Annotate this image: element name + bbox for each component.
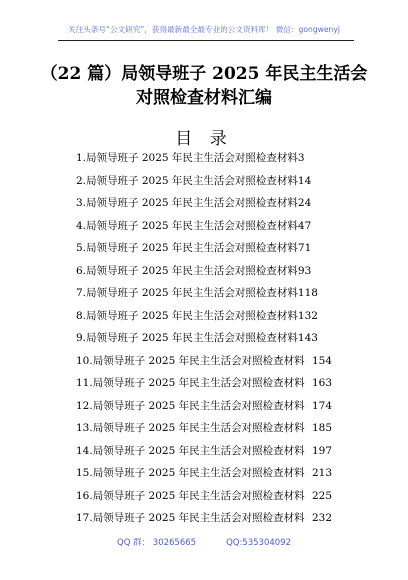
toc-entry-page-number: 154	[312, 354, 333, 367]
toc-entry-label: 12.局领导班子 2025 年民主生活会对照检查材料	[76, 399, 305, 412]
toc-entry-label: 13.局领导班子 2025 年民主生活会对照检查材料	[76, 422, 305, 434]
toc-entry-label: 7.局领导班子 2025 年民主生活会对照检查材料	[76, 287, 298, 299]
toc-entry-label: 4.局领导班子 2025 年民主生活会对照检查材料	[76, 219, 298, 232]
header-promo-note: 关注头条号“公文研究”，获得最新最全最专业的公文资料库！ 微信：gongwenyj	[68, 25, 340, 34]
toc-entry-label: 17.局领导班子 2025 年民主生活会对照检查材料	[76, 512, 305, 524]
toc-entry-page-number: 197	[312, 444, 333, 457]
toc-entry[interactable]	[76, 308, 346, 331]
toc-entry-label: 8.局领导班子 2025 年民主生活会对照检查材料	[76, 309, 298, 322]
toc-entry-page-number: 185	[312, 422, 333, 434]
toc-entry-page-number: 71	[297, 242, 312, 254]
footer-qq-group: QQ 群： 30265665	[117, 538, 197, 548]
toc-entry-page-number: 3	[297, 152, 305, 164]
toc-entry-page-number: 163	[312, 377, 333, 389]
toc-entry-label: 10.局领导班子 2025 年民主生活会对照检查材料	[76, 354, 305, 367]
toc-entry-label: 3.局领导班子 2025 年民主生活会对照检查材料	[76, 197, 298, 209]
toc-entry[interactable]	[76, 330, 346, 353]
document-title-line-1: （22 篇）局领导班子 2025 年民主生活会	[40, 64, 368, 84]
toc-entry[interactable]	[76, 420, 346, 443]
toc-entry[interactable]	[76, 465, 346, 488]
toc-entry-label: 1.局领导班子 2025 年民主生活会对照检查材料	[76, 152, 298, 164]
toc-entry[interactable]	[76, 173, 346, 196]
toc-entry[interactable]	[76, 263, 346, 286]
toc-entry[interactable]	[76, 218, 346, 241]
toc-entry[interactable]	[76, 398, 346, 421]
toc-entry-label: 2.局领导班子 2025 年民主生活会对照检查材料	[76, 174, 298, 187]
toc-entry-page-number: 132	[297, 309, 318, 322]
toc-entry-page-number: 143	[297, 332, 318, 344]
toc-entry[interactable]	[76, 510, 346, 533]
toc-entry-label: 16.局领导班子 2025 年民主生活会对照检查材料	[76, 489, 305, 502]
toc-entry-page-number: 47	[297, 219, 312, 232]
toc-entry[interactable]	[76, 375, 346, 398]
document-title	[0, 62, 408, 110]
toc-entry-page-number: 213	[312, 467, 333, 479]
toc-entry-page-number: 232	[312, 512, 333, 524]
toc-entry-page-number: 24	[297, 197, 312, 209]
header-divider	[58, 40, 354, 41]
toc-entry-page-number: 118	[297, 287, 318, 299]
toc-entry[interactable]	[76, 488, 346, 511]
toc-entry-label: 9.局领导班子 2025 年民主生活会对照检查材料	[76, 332, 298, 344]
footer-contact	[0, 536, 408, 548]
toc-entry-label: 6.局领导班子 2025 年民主生活会对照检查材料	[76, 264, 298, 277]
toc-entry[interactable]	[76, 353, 346, 376]
toc-entry-label: 11.局领导班子 2025 年民主生活会对照检查材料	[76, 377, 305, 389]
toc-heading: 目 录	[175, 129, 233, 149]
toc-entry[interactable]	[76, 150, 346, 173]
document-title-line-2: 对照检查材料汇编	[136, 88, 272, 108]
toc-entry[interactable]	[76, 240, 346, 263]
toc-entry-page-number: 225	[312, 489, 333, 502]
toc-entry[interactable]	[76, 285, 346, 308]
toc-entry-page-number: 14	[297, 174, 312, 187]
toc-entry[interactable]	[76, 195, 346, 218]
toc-entry-page-number: 174	[312, 399, 333, 412]
toc-entry-label: 14.局领导班子 2025 年民主生活会对照检查材料	[76, 444, 305, 457]
toc-entry[interactable]	[76, 443, 346, 466]
toc-entry-label: 5.局领导班子 2025 年民主生活会对照检查材料	[76, 242, 298, 254]
footer-qq: QQ:535304092	[226, 538, 291, 548]
toc-entry-page-number: 93	[297, 264, 312, 277]
table-of-contents	[76, 150, 346, 533]
toc-entry-label: 15.局领导班子 2025 年民主生活会对照检查材料	[76, 467, 305, 479]
